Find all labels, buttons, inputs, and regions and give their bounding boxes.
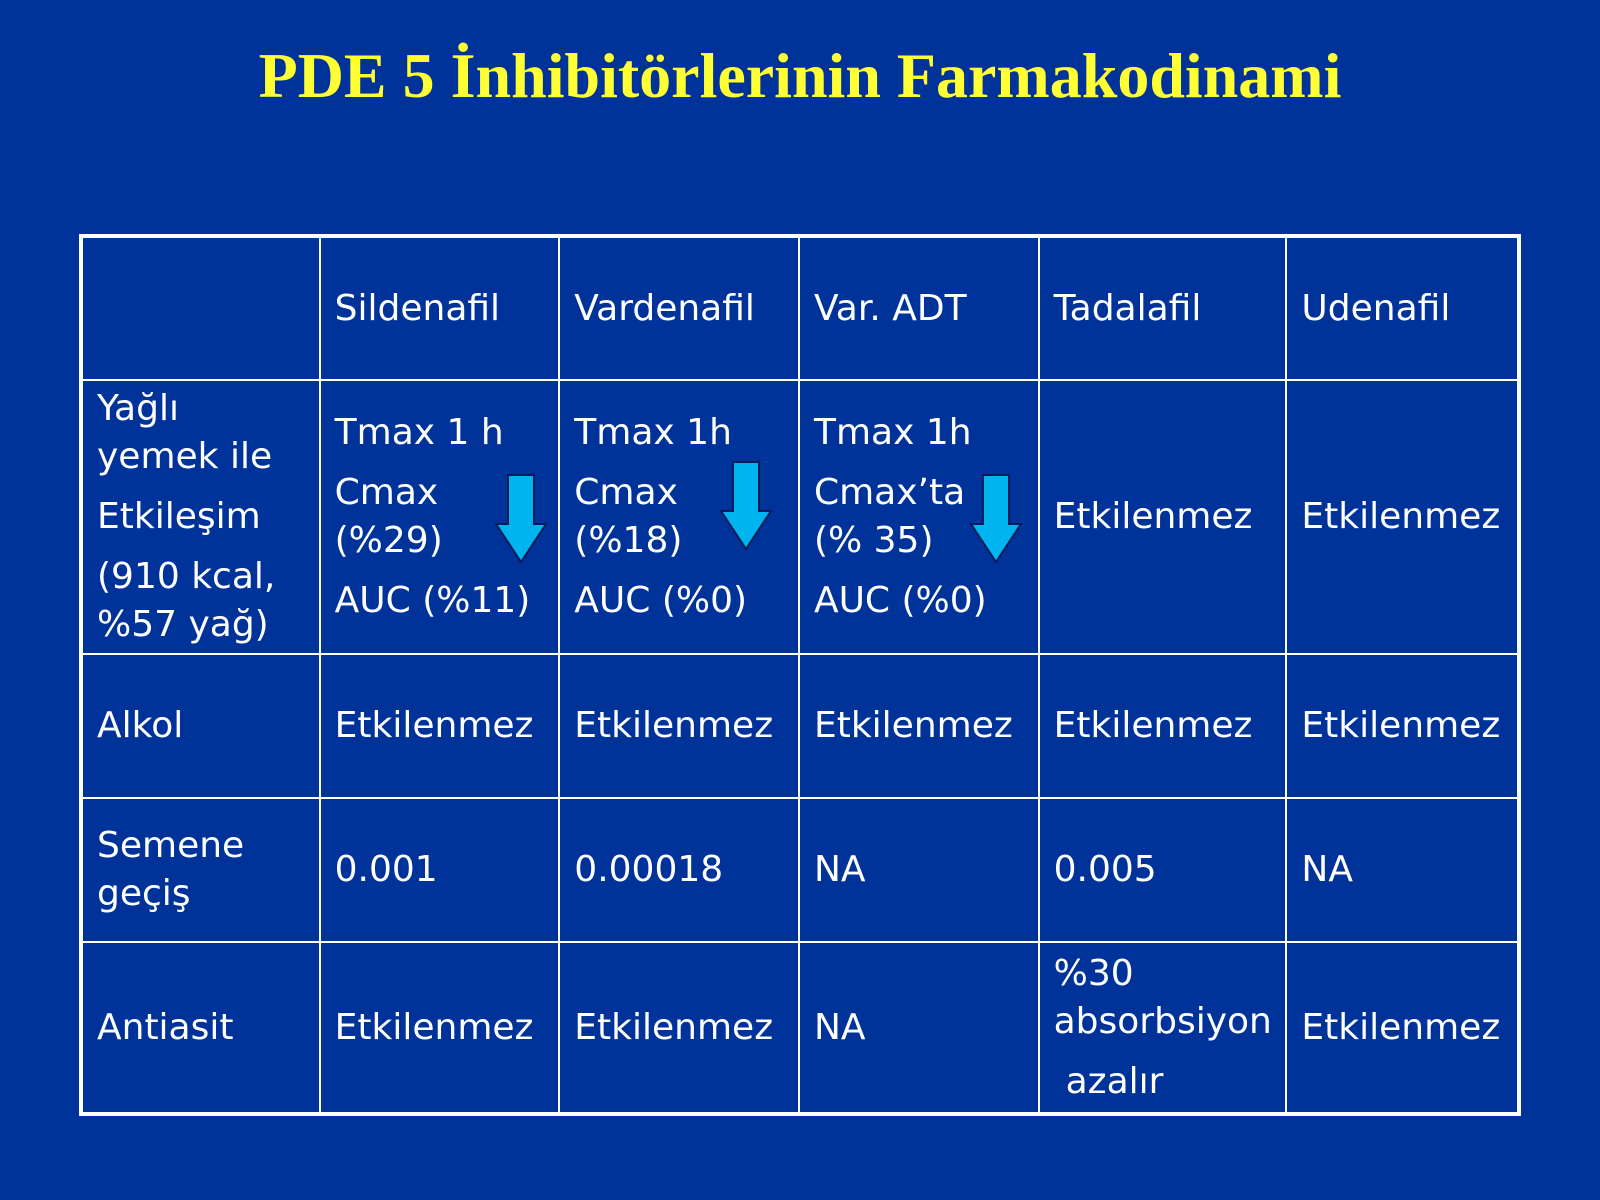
tmax-text: Tmax 1h <box>813 412 972 453</box>
food-label-line: Etkileşim <box>97 496 261 537</box>
header-empty-cell <box>81 236 320 380</box>
table-row-food-interaction <box>81 380 1519 654</box>
down-arrow-icon <box>970 474 1022 564</box>
cell-antiasit-var-adt: NA <box>799 942 1039 1114</box>
cell-semen-tadalafil: 0.005 <box>1039 798 1287 942</box>
cmax-percent-text: (%29) <box>334 520 443 561</box>
cell-antiasit-tadalafil <box>1039 942 1287 1114</box>
cell-food-var-adt <box>799 380 1039 654</box>
auc-text: AUC (%11) <box>334 580 531 621</box>
cell-alkol-sildenafil: Etkilenmez <box>320 654 560 798</box>
auc-text: AUC (%0) <box>813 580 987 621</box>
header-vardenafil: Vardenafil <box>559 236 799 380</box>
semen-label-line: geçiş <box>97 873 191 914</box>
row-label-semen <box>81 798 320 942</box>
cmax-percent-text: (%18) <box>574 520 683 561</box>
food-label-line: (910 kcal, <box>97 556 276 597</box>
semen-label-line: Semene <box>97 825 245 866</box>
cell-alkol-tadalafil: Etkilenmez <box>1039 654 1287 798</box>
table-row-alkol <box>81 654 1519 798</box>
header-var-adt: Var. ADT <box>799 236 1039 380</box>
table-row-antiasit <box>81 942 1519 1114</box>
row-label-food <box>81 380 320 654</box>
antiasit-tadalafil-line: absorbsiyon <box>1053 1000 1272 1042</box>
cell-semen-udenafil: NA <box>1286 798 1519 942</box>
cell-food-sildenafil <box>320 380 560 654</box>
antiasit-tadalafil-line: %30 <box>1053 952 1134 994</box>
cell-alkol-udenafil: Etkilenmez <box>1286 654 1519 798</box>
food-label-line: %57 yağ) <box>97 604 269 645</box>
table-row-semen <box>81 798 1519 942</box>
table-header-row <box>81 236 1519 380</box>
row-label-alkol: Alkol <box>81 654 320 798</box>
cell-semen-vardenafil: 0.00018 <box>559 798 799 942</box>
row-label-antiasit: Antiasit <box>81 942 320 1114</box>
antiasit-tadalafil-line: azalır <box>1065 1060 1164 1102</box>
food-label-line: yemek ile <box>97 436 273 477</box>
comparison-table <box>79 234 1521 1116</box>
cell-food-tadalafil: Etkilenmez <box>1039 380 1287 654</box>
food-label-line: Yağlı <box>97 388 179 429</box>
cell-antiasit-udenafil: Etkilenmez <box>1286 942 1519 1114</box>
header-sildenafil: Sildenafil <box>320 236 560 380</box>
cell-antiasit-sildenafil: Etkilenmez <box>320 942 560 1114</box>
header-tadalafil: Tadalafil <box>1039 236 1287 380</box>
auc-text: AUC (%0) <box>574 580 748 621</box>
cmax-text: Cmax <box>334 472 439 513</box>
down-arrow-icon <box>720 461 772 551</box>
slide-title: PDE 5 İnhibitörlerinin Farmakodinami <box>258 40 1342 111</box>
cell-semen-var-adt: NA <box>799 798 1039 942</box>
tmax-text: Tmax 1h <box>574 412 732 453</box>
cell-alkol-var-adt: Etkilenmez <box>799 654 1039 798</box>
down-arrow-icon <box>495 474 547 564</box>
cell-food-udenafil: Etkilenmez <box>1286 380 1519 654</box>
header-udenafil: Udenafil <box>1286 236 1519 380</box>
cell-food-vardenafil <box>559 380 799 654</box>
cmax-text: Cmax <box>574 472 678 513</box>
cell-antiasit-vardenafil: Etkilenmez <box>559 942 799 1114</box>
cmax-text: Cmax’ta <box>813 472 966 513</box>
cell-semen-sildenafil: 0.001 <box>320 798 560 942</box>
cell-alkol-vardenafil: Etkilenmez <box>559 654 799 798</box>
tmax-text: Tmax 1 h <box>334 412 504 453</box>
cmax-percent-text: (% 35) <box>813 520 934 561</box>
